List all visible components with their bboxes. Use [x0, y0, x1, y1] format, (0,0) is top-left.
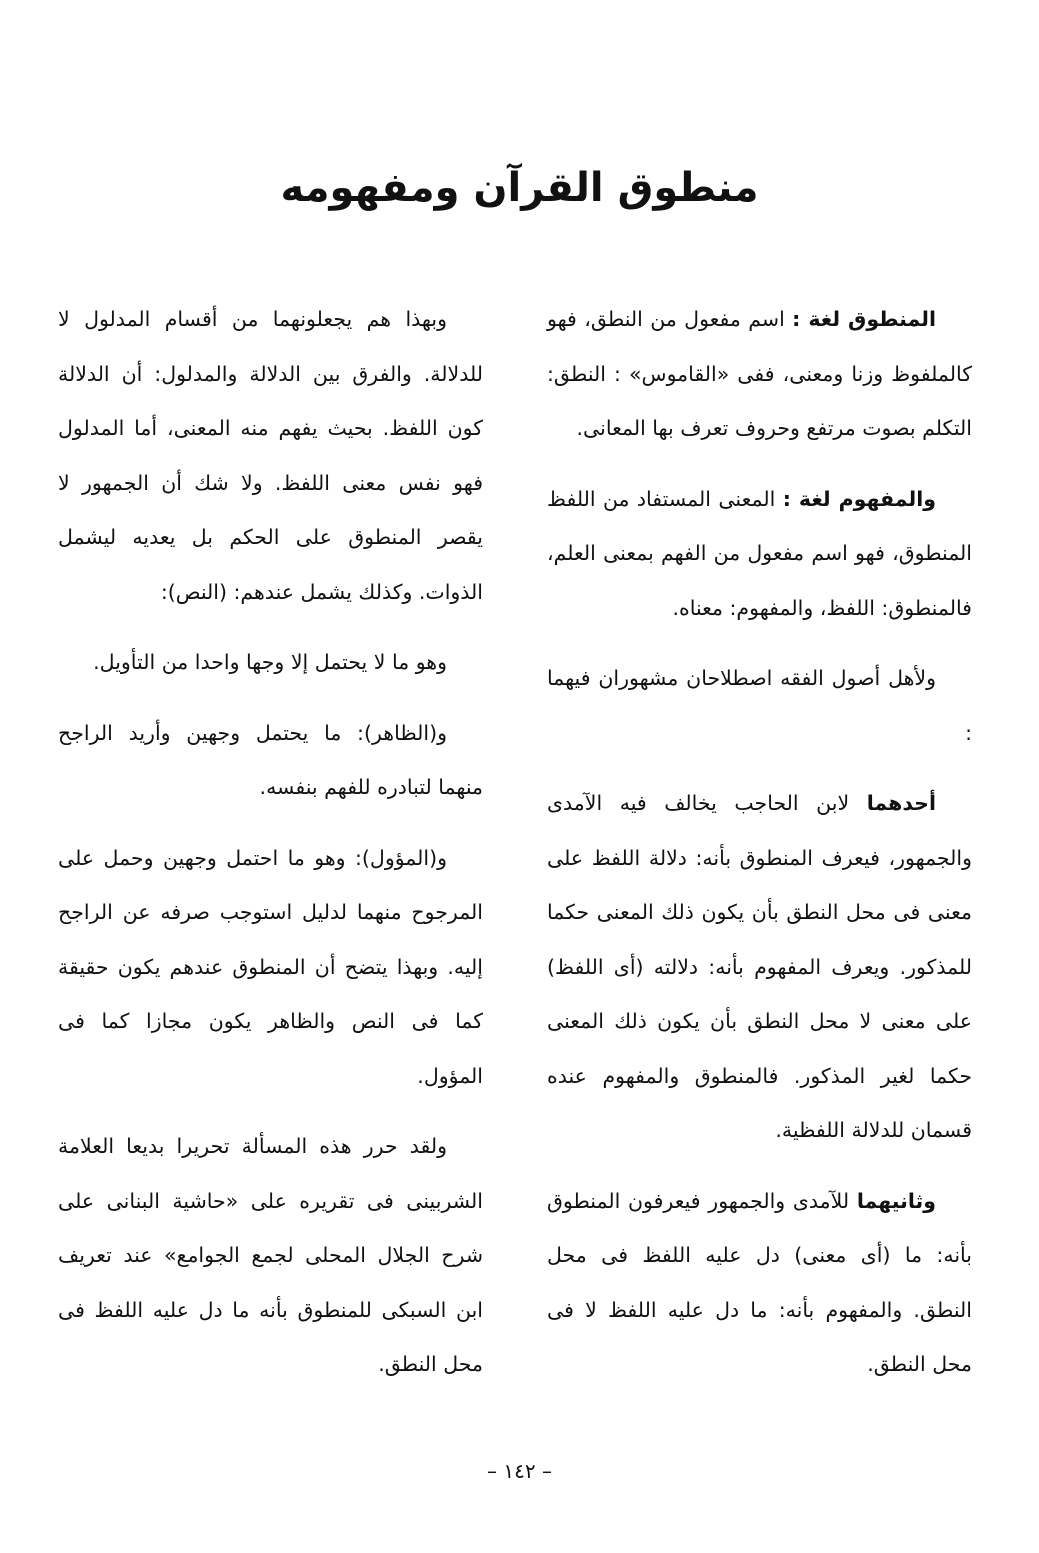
paragraph-text: وبهذا هم يجعلونهما من أقسام المدلول لا للدلالة. والفرق بين الدلالة والمدلول: أن الدلالة كون اللفظ. بحيث يفهم منه المعنى، أما المدلول فهو نفس معنى اللفظ. ولا شك أن الجمهور لا يقصر المنطوق على الحكم بل يعديه ليشمل الذوات. وكذلك يشمل عندهم: (النص): [58, 307, 483, 604]
page-number: – ١٤٢ – [487, 1459, 552, 1483]
paragraph-text: للآمدى والجمهور فيعرفون المنطوق بأنه: ما (أى معنى) دل عليه اللفظ فى محل النطق. والمفهوم بأنه: ما دل عليه اللفظ لا فى محل النطق. [547, 1188, 972, 1376]
paragraph-text: ولقد حرر هذه المسألة تحريرا بديعا العلامة الشربينى فى تقريره على «حاشية البنانى على شرح الجلال المحلى لجمع الجوامع» عند تعريف ابن السبكى للمنطوق بأنه ما دل عليه اللفظ فى محل النطق. [58, 1134, 483, 1376]
paragraph-nass [58, 635, 483, 690]
paragraph-text: اسم مفعول من النطق، فهو كالملفوظ وزنا ومعنى، ففى «القاموس» : النطق: التكلم بصوت مرتفع وحروف تعرف بها المعانى. [547, 307, 972, 440]
paragraph-text: و(الظاهر): ما يحتمل وجهين وأريد الراجح منهما لتبادره للفهم بنفسه. [58, 720, 483, 799]
right-column [547, 292, 972, 1408]
page-title: منطوق القرآن ومفهومه [280, 165, 759, 211]
term-heading: وثانيهما [856, 1188, 936, 1213]
left-column [58, 292, 483, 1408]
paragraph-thanihima [547, 1174, 972, 1392]
term-heading: والمفهوم لغة : [782, 486, 936, 511]
paragraph-text: و(المؤول): وهو ما احتمل وجهين وحمل على المرجوح منهما لدليل استوجب صرفه عن الراجح إليه. وبهذا يتضح أن المنطوق عندهم يكون حقيقة كما فى النص والظاهر يكون مجازا كما فى المؤول. [58, 845, 483, 1088]
paragraph-zahir [58, 706, 483, 815]
paragraph-ahaduhuma [547, 776, 972, 1158]
paragraph-mantuq-lugha [547, 292, 972, 456]
paragraph-text: وهو ما لا يحتمل إلا وجها واحدا من التأويل. [93, 650, 447, 674]
paragraph-muawwal [58, 831, 483, 1104]
paragraph-text: لابن الحاجب يخالف فيه الآمدى والجمهور، فيعرف المنطوق بأنه: دلالة اللفظ على معنى فى محل النطق بأن يكون ذلك المعنى حكما للمذكور. ويعرف المفهوم بأنه: دلالته (أى اللفظ) على معنى لا محل النطق بأن يكون ذلك المعنى حكما لغير المذكور. فالمنطوق والمفهوم عنده قسمان للدلالة اللفظية. [547, 791, 972, 1142]
term-heading: أحدهما [866, 791, 936, 815]
paragraph-text: ولأهل أصول الفقه اصطلاحان مشهوران فيهما : [547, 666, 972, 745]
paragraph-aqsam-madlul [58, 292, 483, 619]
term-heading: المنطوق لغة : [792, 307, 936, 331]
paragraph-shirbini [58, 1119, 483, 1392]
paragraph-mafhum-lugha [547, 472, 972, 636]
paragraph-text: المعنى المستفاد من اللفظ المنطوق، فهو اسم مفعول من الفهم بمعنى العلم، فالمنطوق: اللفظ، والمفهوم: معناه. [547, 486, 972, 620]
paragraph-istilahan [547, 651, 972, 760]
